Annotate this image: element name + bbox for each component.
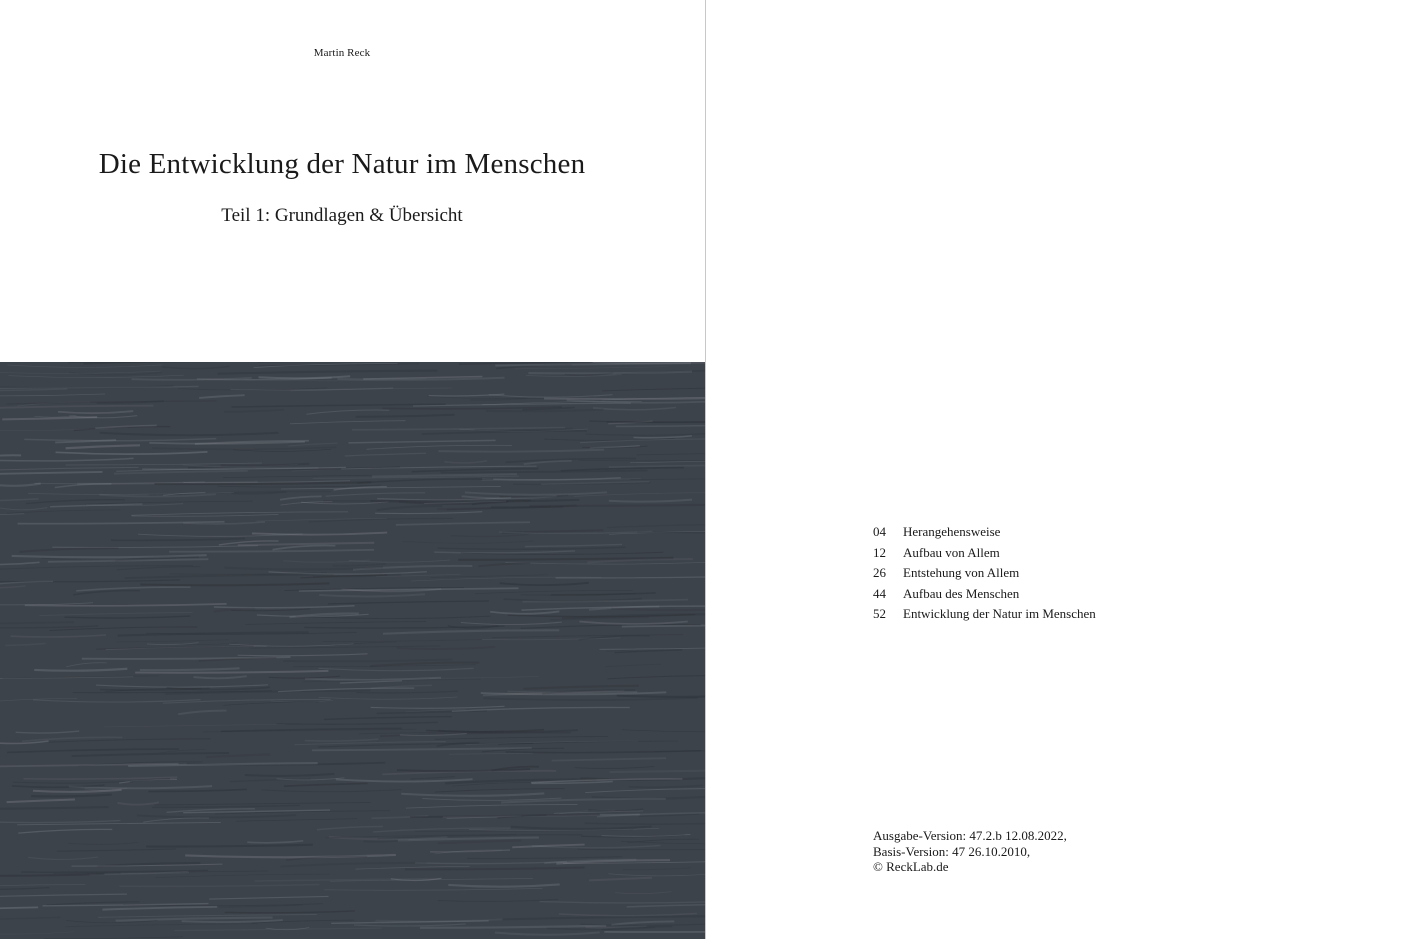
toc-entry[interactable]	[873, 543, 1096, 564]
toc-label: Aufbau des Menschen	[903, 585, 1020, 601]
copyright-line[interactable]: © ReckLab.de	[873, 859, 949, 874]
toc-page-number: 26	[873, 565, 886, 581]
toc-entry[interactable]	[873, 604, 1096, 625]
toc-label: Entstehung von Allem	[903, 565, 1020, 581]
charcoal-texture-image	[0, 362, 705, 939]
toc-label: Entwicklung der Natur im Menschen	[903, 606, 1096, 622]
author-name: Martin Reck	[313, 47, 371, 59]
toc-label: Herangehensweise	[903, 524, 1001, 539]
toc-page-number: 12	[873, 544, 886, 560]
charcoal-strokes	[0, 362, 705, 939]
book-title: Die Entwicklung der Natur im Menschen	[98, 148, 586, 180]
toc-page-number: 04	[873, 524, 886, 539]
toc-label: Aufbau von Allem	[903, 544, 1000, 560]
toc-entry[interactable]	[873, 584, 1096, 605]
table-of-contents	[873, 522, 1096, 625]
toc-entry[interactable]	[873, 522, 1096, 543]
edition-version: Ausgabe-Version: 47.2.b 12.08.2022,	[873, 828, 1067, 843]
toc-page-number: 44	[873, 585, 886, 601]
colophon	[873, 828, 1067, 875]
book-subtitle: Teil 1: Grundlagen & Übersicht	[221, 205, 463, 226]
toc-page-number: 52	[873, 606, 886, 622]
base-version: Basis-Version: 47 26.10.2010,	[873, 843, 1031, 859]
toc-entry[interactable]	[873, 563, 1096, 584]
contents-page	[706, 0, 1408, 939]
